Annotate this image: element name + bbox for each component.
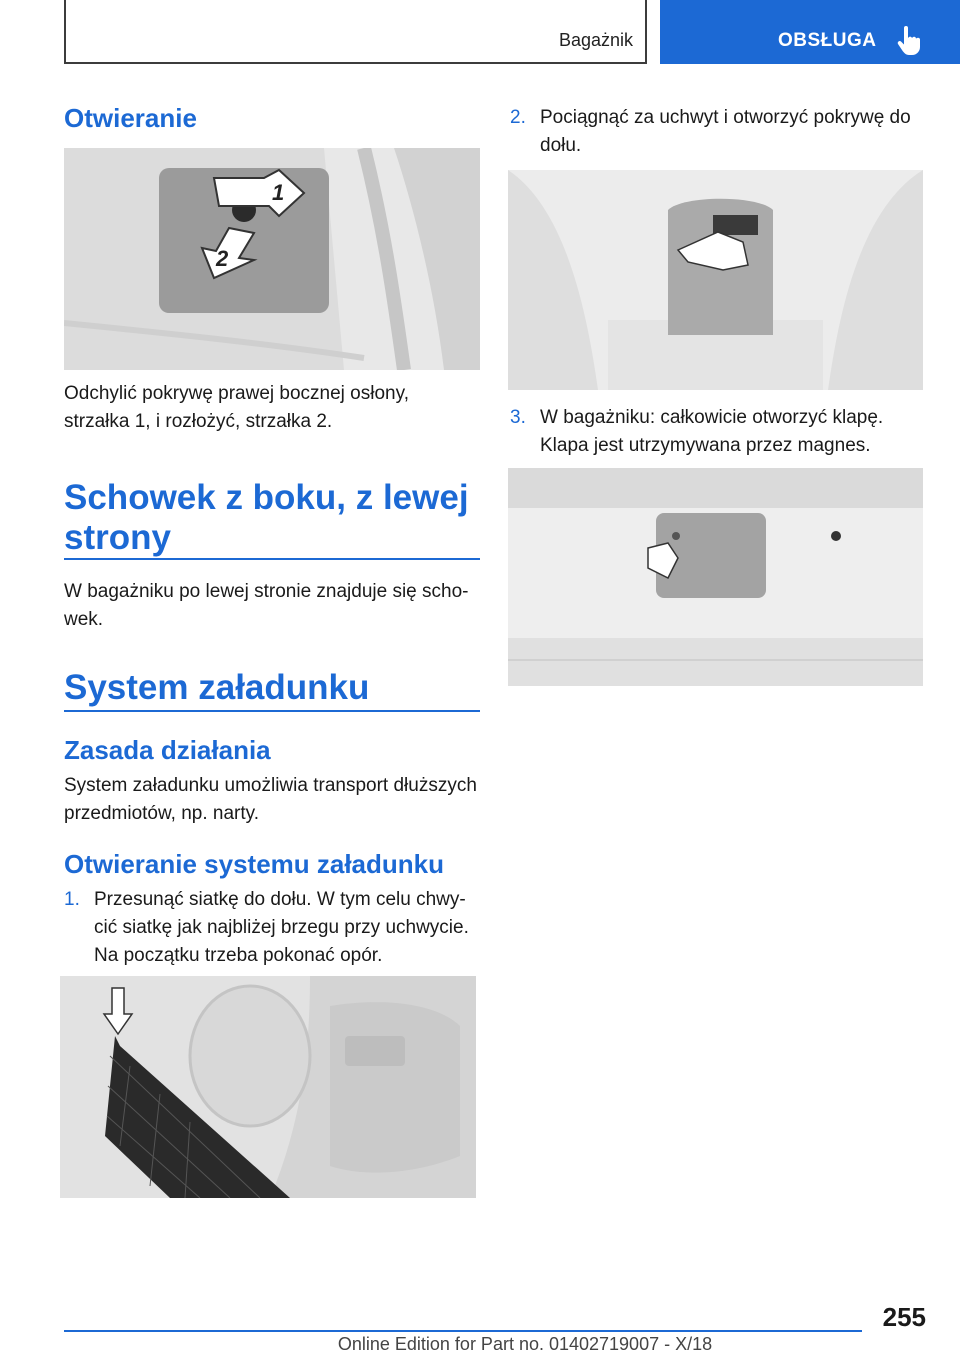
- step-number: 2.: [510, 107, 526, 128]
- header-tab[interactable]: [660, 0, 960, 64]
- text-schowek: [64, 578, 469, 634]
- text-line: W bagażniku: całkowicie otworzyć klapę.: [540, 407, 884, 428]
- heading-otwieranie-systemu: Otwieranie systemu załadunku: [64, 849, 445, 879]
- page-number: 255: [882, 1302, 926, 1332]
- heading-system: System załadunku: [64, 668, 370, 707]
- text-line: wek.: [64, 609, 104, 630]
- text-line: Odchylić pokrywę prawej bocznej osłony,: [64, 383, 409, 404]
- text-line: Na początku trzeba pokonać opór.: [94, 945, 383, 966]
- heading-otwieranie: Otwieranie: [64, 103, 197, 133]
- heading-schowek: [64, 478, 469, 559]
- text-line: Przesunąć siatkę do dołu. W tym celu chwy-: [94, 889, 466, 910]
- step-2: [510, 104, 930, 160]
- heading-zasada: Zasada działania: [64, 735, 271, 765]
- header-section-title: Bagażnik: [558, 30, 633, 50]
- step-number: 1.: [64, 889, 80, 910]
- text-line: Klapa jest utrzymywana przez magnes.: [540, 435, 871, 456]
- text-line: dołu.: [540, 135, 582, 156]
- text-line: przedmiotów, np. narty.: [64, 803, 260, 824]
- footer-rule: [64, 1330, 862, 1332]
- section-rule: [64, 710, 480, 712]
- text-line: W bagażniku po lewej stronie znajduje się scho-: [64, 581, 469, 602]
- text-line: Pociągnąć za uchwyt i otworzyć pokrywę do: [540, 107, 911, 128]
- header-section-box: [64, 0, 647, 64]
- section-rule: [64, 558, 480, 560]
- text-line: cić siatkę jak najbliżej brzegu przy uchwycie.: [94, 917, 469, 938]
- pointing-hand-icon: [896, 26, 920, 56]
- illustration-trunk-flap: [508, 468, 923, 686]
- step-1: [64, 886, 480, 970]
- illustration-loading-net: [60, 976, 476, 1198]
- arrow-label-1: 1: [272, 180, 285, 205]
- heading-line: Schowek z boku, z lewej: [64, 478, 469, 517]
- header-tab-label: OBSŁUGA: [778, 30, 877, 51]
- heading-line: strony: [64, 518, 171, 558]
- text-otwieranie: [64, 380, 409, 436]
- step-3: [510, 404, 930, 460]
- text-zasada: [64, 772, 477, 828]
- footer-edition-text: Online Edition for Part no. 01402719007 - X/18: [337, 1334, 713, 1354]
- arrow-label-2: 2: [216, 246, 229, 271]
- illustration-cover-handle: [508, 170, 923, 390]
- footer-edition: [0, 1334, 960, 1355]
- step-number: 3.: [510, 407, 526, 428]
- text-line: System załadunku umożliwia transport dłuższych: [64, 775, 477, 796]
- text-line: strzałka 1, i rozłożyć, strzałka 2.: [64, 411, 333, 432]
- illustration-side-cover: [64, 148, 480, 370]
